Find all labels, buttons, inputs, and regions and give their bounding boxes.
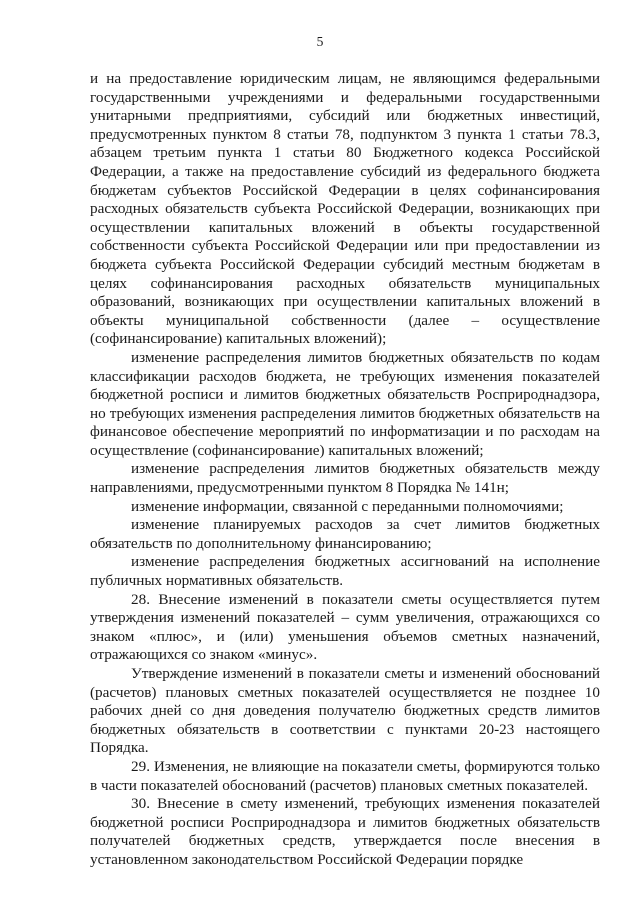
body-paragraph: 28. Внесение изменений в показатели сметы осуществляется путем утверждения изменений показателей – сумм увеличения, отражающихся со знаком «плюс», и (или) уменьшения объемов сметных назначений, отражающихся со знаком «минус».	[90, 590, 600, 664]
body-paragraph: изменение информации, связанной с переданными полномочиями;	[131, 497, 564, 515]
body-paragraph: изменение распределения лимитов бюджетных обязательств по кодам классификации расходов бюджета, не требующих изменения показателей бюджетной росписи и лимитов бюджетных обязательств Росприроднадзора, но требующих изменения распределения лимитов бюджетных обязательств на финансовое обеспечение мероприятий по информатизации и по расходам на осуществление (софинансирование) капитальных вложений;	[90, 348, 600, 459]
body-paragraph: и на предоставление юридическим лицам, не являющимся федеральными государственными учреждениями и федеральными государственными унитарными предприятиями, субсидий или бюджетных инвестиций, предусмотренных пунктом 8 статьи 78, подпунктом 3 пункта 1 статьи 78.3, абзацем третьим пункта 1 статьи 80 Бюджетного кодекса Российской Федерации, а также на предоставление субсидий из федерального бюджета бюджетам субъектов Российской Федерации в целях софинансирования расходных обязательств субъекта Российской Федерации, возникающих при осуществлении капитальных вложений в объекты государственной собственности субъекта Российской Федерации или при предоставлении из бюджета субъекта Российской Федерации субсидий местным бюджетам в целях софинансирования расходных обязательств муниципальных образований, возникающих при осуществлении капитальных вложений в объекты муниципальной собственности (далее – осуществление (софинансирование) капитальных вложений);	[90, 70, 600, 348]
body-paragraph: изменение планируемых расходов за счет лимитов бюджетных обязательств по дополнительному финансированию;	[90, 516, 600, 552]
body-paragraph: изменение распределения лимитов бюджетных обязательств между направлениями, предусмотренными пунктом 8 Порядка № 141н;	[90, 460, 600, 497]
body-paragraph: 29. Изменения, не влияющие на показатели сметы, формируются только в части показателей обоснований (расчетов) плановых сметных показателей.	[90, 757, 600, 794]
body-paragraph: Утверждение изменений в показатели сметы и изменений обоснований (расчетов) плановых сметных показателей осуществляется не позднее 10 рабочих дней со дня доведения получателю бюджетных средств лимитов бюджетных обязательств в соответствии с пунктами 20-23 настоящего Порядка.	[90, 665, 600, 757]
page-number: 5	[316, 34, 324, 49]
body-paragraph: 30. Внесение в смету изменений, требующих изменения показателей бюджетной росписи Росприроднадзора и лимитов бюджетных обязательств получателей бюджетных средств, утверждается после внесения в установленном законодательством Российской Федерации порядке	[90, 795, 600, 868]
document-body	[90, 70, 600, 870]
body-paragraph: изменение распределения бюджетных ассигнований на исполнение публичных нормативных обязательств.	[90, 553, 600, 590]
